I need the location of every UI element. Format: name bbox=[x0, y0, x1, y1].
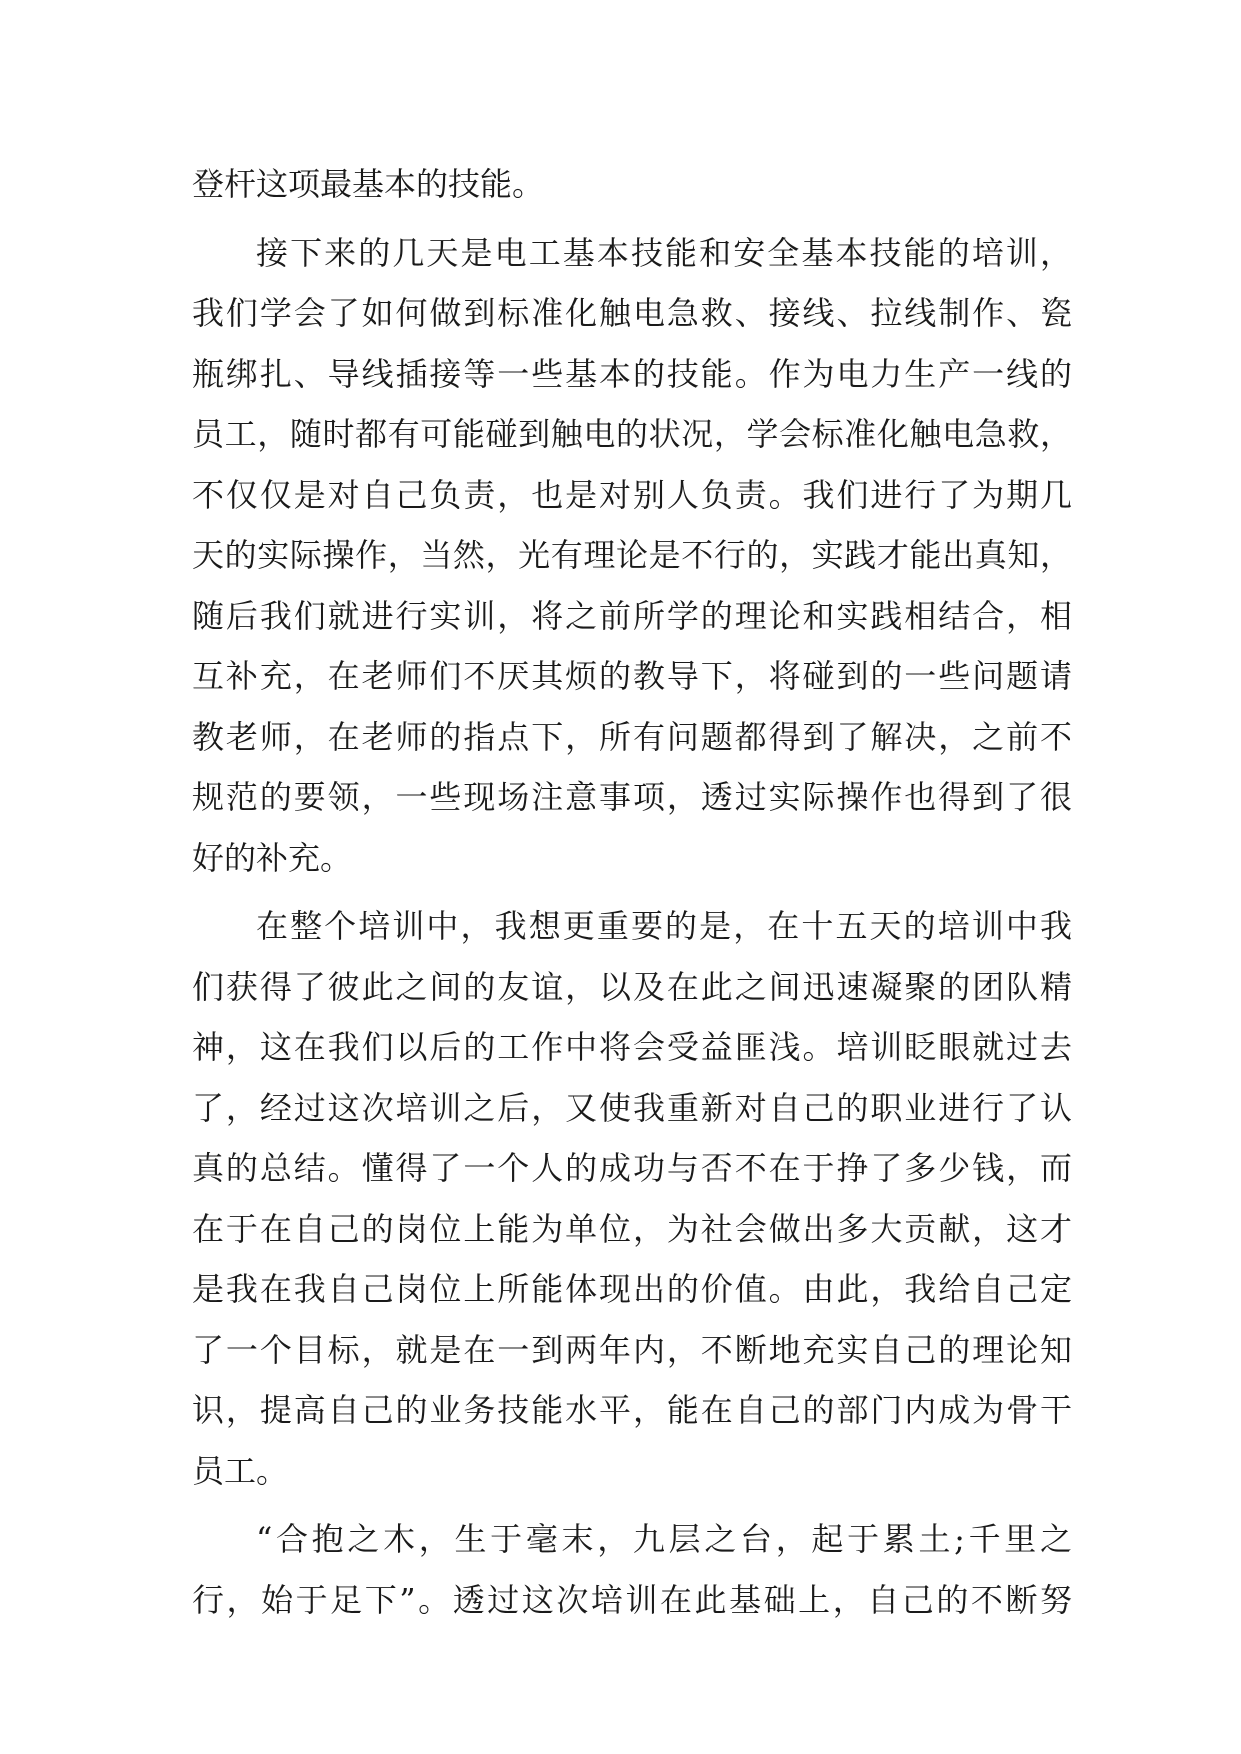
text-line: 了，经过这次培训之后，又使我重新对自己的职业进行了认 bbox=[192, 1088, 1072, 1127]
text-line: 们获得了彼此之间的友谊，以及在此之间迅速凝聚的团队精 bbox=[192, 967, 1072, 1006]
paragraph bbox=[192, 223, 1072, 889]
text-line: 行，始于足下”。透过这次培训在此基础上，自己的不断努 bbox=[192, 1580, 1072, 1619]
text-line: 了一个目标，就是在一到两年内，不断地充实自己的理论知 bbox=[192, 1330, 1072, 1369]
text-line: 在于在自己的岗位上能为单位，为社会做出多大贡献，这才 bbox=[192, 1209, 1072, 1248]
text-line: 天的实际操作，当然，光有理论是不行的，实践才能出真知， bbox=[192, 536, 1072, 574]
text-line: 神，这在我们以后的工作中将会受益匪浅。培训眨眼就过去 bbox=[192, 1028, 1072, 1066]
text-line: 是我在我自己岗位上所能体现出的价值。由此，我给自己定 bbox=[192, 1270, 1072, 1308]
text-line: 员工，随时都有可能碰到触电的状况，学会标准化触电急救， bbox=[192, 415, 1072, 453]
text-line: 接下来的几天是电工基本技能和安全基本技能的培训， bbox=[256, 233, 1072, 272]
text-line: 规范的要领，一些现场注意事项，透过实际操作也得到了很 bbox=[192, 778, 1072, 816]
text-line: 好的补充。 bbox=[192, 838, 353, 877]
text-line: 瓶绑扎、导线插接等一些基本的技能。作为电力生产一线的 bbox=[192, 354, 1072, 393]
paragraph bbox=[192, 1509, 1072, 1630]
document-body bbox=[192, 154, 1072, 1630]
text-line: 识，提高自己的业务技能水平，能在自己的部门内成为骨干 bbox=[192, 1391, 1072, 1429]
text-line: 在整个培训中，我想更重要的是，在十五天的培训中我 bbox=[256, 907, 1072, 945]
text-line: 教老师，在老师的指点下，所有问题都得到了解决，之前不 bbox=[192, 717, 1072, 756]
text-line: 不仅仅是对自己负责，也是对别人负责。我们进行了为期几 bbox=[192, 475, 1072, 514]
text-line: 登杆这项最基本的技能。 bbox=[192, 165, 545, 203]
text-line: “合抱之木，生于毫末，九层之台，起于累土;千里之 bbox=[256, 1520, 1072, 1558]
text-line: 随后我们就进行实训，将之前所学的理论和实践相结合，相 bbox=[192, 596, 1072, 635]
paragraph bbox=[192, 896, 1072, 1501]
text-line: 员工。 bbox=[192, 1451, 289, 1490]
text-line: 互补充，在老师们不厌其烦的教导下，将碰到的一些问题请 bbox=[192, 657, 1072, 695]
text-line: 真的总结。懂得了一个人的成功与否不在于挣了多少钱，而 bbox=[192, 1149, 1072, 1187]
text-line: 我们学会了如何做到标准化触电急救、接线、拉线制作、瓷 bbox=[192, 294, 1072, 332]
paragraph bbox=[192, 154, 1072, 215]
